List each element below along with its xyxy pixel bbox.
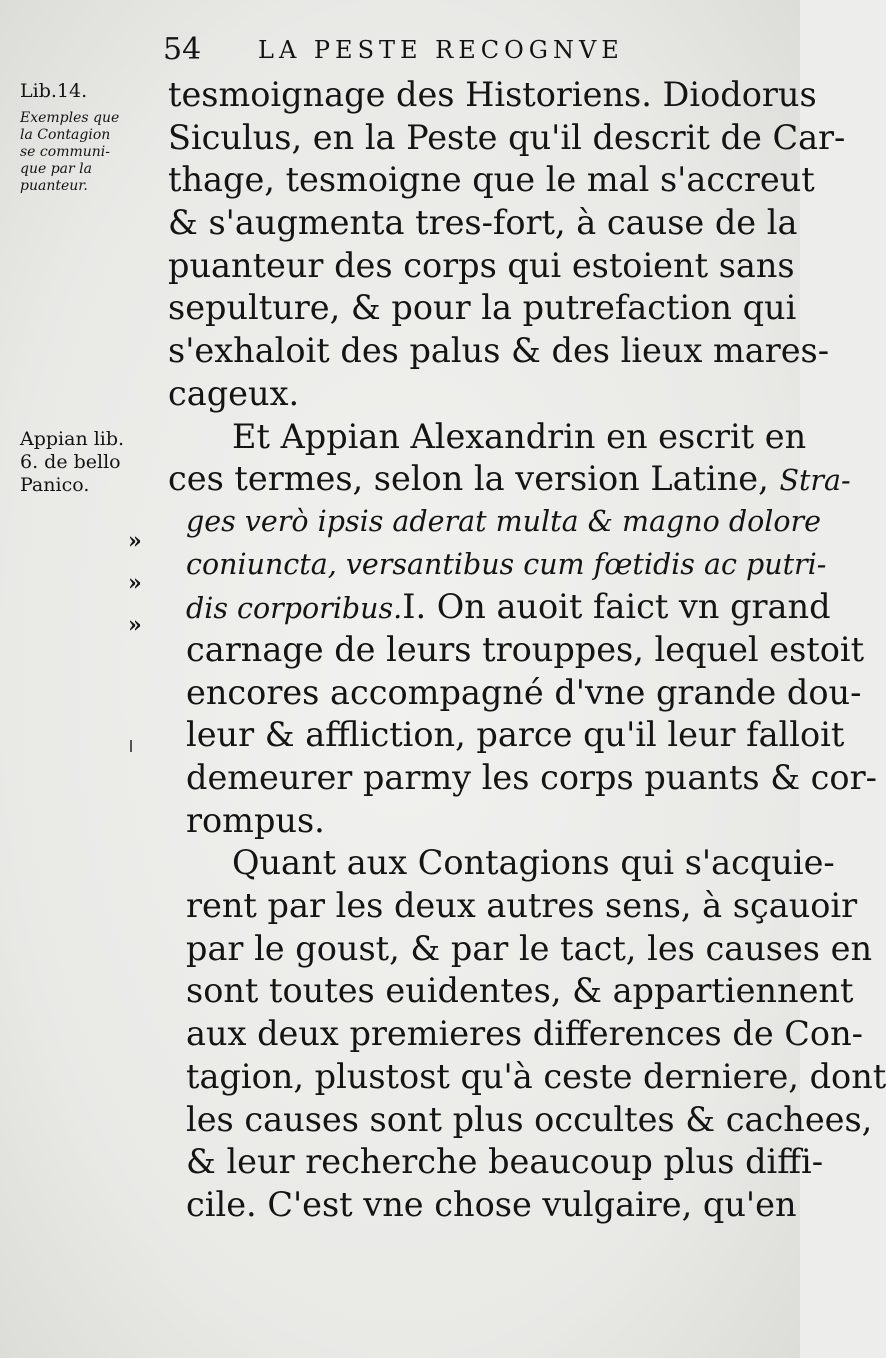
quote-mark: » — [128, 612, 142, 638]
text-line: & leur recherche beaucoup plus diffi- — [186, 1142, 824, 1182]
text-line: Quant aux Contagions qui s'acquie- — [232, 843, 835, 883]
margin-note-line: que par la — [20, 161, 92, 177]
text-line: tagion, plustost qu'à ceste derniere, dont — [186, 1056, 886, 1096]
margin-note-line: Exemples que — [20, 110, 120, 126]
running-head — [0, 32, 800, 72]
text-line — [168, 586, 831, 629]
text-span: ces termes, selon la version Latine, — [168, 459, 769, 499]
text-line: encores accompagné d'vne grande dou- — [186, 672, 862, 712]
text-line — [168, 458, 851, 501]
text-line: & s'augmenta tres-fort, à cause de la — [168, 203, 798, 243]
margin-mark — [130, 740, 132, 752]
margin-note-lib — [20, 80, 160, 103]
margin-note-line: 6. de bello — [20, 451, 121, 473]
text-line: thage, tesmoigne que le mal s'accreut — [168, 160, 815, 200]
margin-note-line: la Contagion — [20, 127, 111, 143]
running-title: LA PESTE RECOGNVE — [258, 36, 624, 64]
text-line: par le goust, & par le tact, les causes en — [186, 928, 873, 968]
margin-note-line: Panico. — [20, 474, 90, 496]
text-line: rompus. — [186, 800, 325, 840]
text-line: Et Appian Alexandrin en escrit en — [232, 416, 807, 456]
text-span: Stra- — [779, 464, 851, 498]
margin-note-line: se communi- — [20, 144, 110, 160]
text-line: s'exhaloit des palus & des lieux mares- — [168, 331, 830, 371]
text-line: rent par les deux autres sens, à sçauoir — [186, 886, 858, 926]
text-line: sepulture, & pour la putrefaction qui — [168, 288, 797, 328]
body-text — [168, 74, 886, 1227]
text-line: cile. C'est vne chose vulgaire, qu'en — [186, 1184, 797, 1224]
margin-note-appian — [20, 428, 160, 497]
text-span: I. On auoit faict vn grand — [402, 587, 831, 627]
text-line: ges verò ipsis aderat multa & magno dolore — [186, 504, 822, 538]
margin-note-line: Lib.14. — [20, 80, 88, 102]
text-line: Siculus, en la Peste qu'il descrit de Car- — [168, 117, 846, 157]
text-line: leur & affliction, parce qu'il leur falloit — [186, 715, 845, 755]
text-line: carnage de leurs trouppes, lequel estoit — [186, 629, 865, 669]
quote-mark: » — [128, 528, 142, 554]
text-line: sont toutes euidentes, & appartiennent — [186, 971, 854, 1011]
margin-note-line: puanteur. — [20, 178, 88, 194]
text-line: les causes sont plus occultes & cachees, — [186, 1099, 873, 1139]
text-line: tesmoignage des Historiens. Diodorus — [168, 75, 817, 114]
page-number: 54 — [163, 32, 202, 67]
text-line: demeurer parmy les corps puants & cor- — [186, 758, 877, 797]
margin-note-line: Appian lib. — [20, 428, 125, 450]
text-line: coniuncta, versantibus cum fœtidis ac putri- — [186, 547, 827, 581]
text-line: puanteur des corps qui estoient sans — [168, 245, 795, 285]
text-line: cageux. — [168, 373, 300, 413]
margin-note-contagion — [20, 110, 160, 195]
quote-mark: » — [128, 570, 142, 596]
text-span: dis corporibus. — [186, 592, 403, 626]
text-line: aux deux premieres differences de Con- — [186, 1014, 863, 1054]
